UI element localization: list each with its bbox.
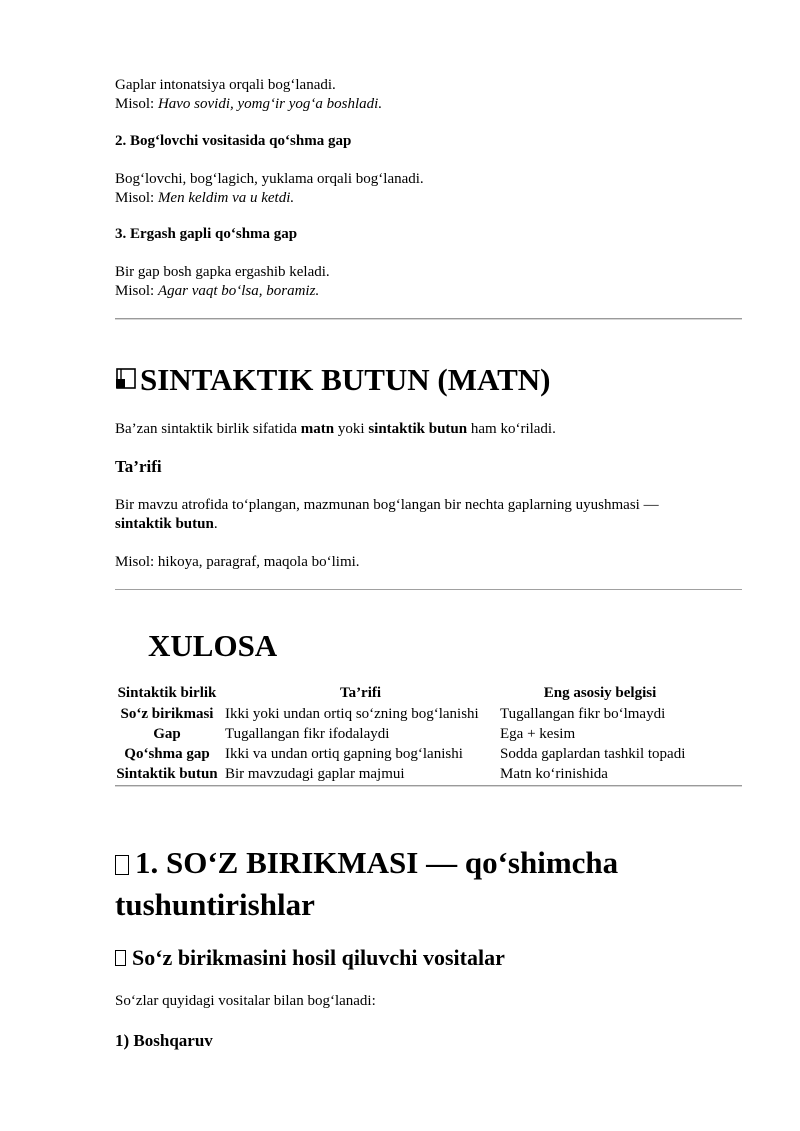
- subheading-text: So‘z birikmasini hosil qiluvchi vositalar: [132, 945, 505, 970]
- column-header: Ta’rifi: [339, 685, 382, 701]
- table-cell: Sodda gaplardan tashkil topadi: [500, 746, 686, 762]
- divider: [115, 318, 742, 320]
- example-line-3: [115, 282, 319, 301]
- summary-table: [111, 682, 702, 784]
- divider: [115, 589, 742, 590]
- text-run: ham ko‘riladi.: [467, 421, 556, 437]
- section-title-xulosa: XULOSA: [148, 628, 278, 663]
- section-title-soz-birikmasi: [115, 841, 618, 885]
- table-header-row: [111, 682, 702, 704]
- section-title-sintaktik: SINTAKTIK BUTUN (MATN): [140, 362, 551, 397]
- text-run: .: [213, 516, 218, 532]
- example-prefix: Misol:: [115, 190, 158, 206]
- paragraph-sintaktik-intro: [115, 420, 556, 439]
- subheading-vositalar: [115, 945, 505, 971]
- table-cell: Ikki va undan ortiq gapning bog‘lanishi: [225, 746, 463, 762]
- missing-glyph-icon: [115, 950, 126, 966]
- table-row: [111, 704, 702, 724]
- paragraph-intonation: Gaplar intonatsiya orqali bog‘lanadi.: [115, 77, 336, 93]
- table-cell: Gap: [153, 726, 181, 742]
- table-row: [111, 764, 702, 784]
- term-matn: matn: [300, 421, 335, 437]
- table-cell: Ikki yoki undan ortiq so‘zning bog‘lanishi: [225, 706, 479, 722]
- table-cell: Matn ko‘rinishida: [500, 766, 608, 782]
- text-run: yoki: [334, 421, 369, 437]
- text-run: Ba’zan sintaktik birlik sifatida: [115, 421, 301, 437]
- divider: [115, 785, 742, 787]
- paragraph-sintaktik-example: Misol: hikoya, paragraf, maqola bo‘limi.: [115, 554, 360, 570]
- book-icon: [115, 365, 141, 391]
- paragraph-vositalar: So‘zlar quyidagi vositalar bilan bog‘lanadi:: [115, 993, 376, 1009]
- paragraph-ergash: Bir gap bosh gapka ergashib keladi.: [115, 264, 330, 280]
- section-title-continued: tushuntirishlar: [115, 887, 315, 922]
- table-cell: Ega + kesim: [500, 726, 576, 742]
- definition-term: [115, 515, 218, 534]
- table-cell: Bir mavzudagi gaplar majmui: [225, 766, 405, 782]
- heading-tarifi: Ta’rifi: [115, 457, 162, 476]
- table-cell: Tugallangan fikr ifodalaydi: [225, 726, 390, 742]
- example-text: Havo sovidi, yomg‘ir yog‘a boshladi.: [157, 96, 383, 112]
- definition-line: Bir mavzu atrofida to‘plangan, mazmunan bog‘langan bir nechta gaplarning uyushmasi —: [115, 497, 659, 513]
- example-prefix: Misol:: [115, 283, 158, 299]
- example-text: Men keldim va u ketdi.: [157, 190, 295, 206]
- missing-glyph-icon: [115, 855, 129, 875]
- example-prefix: Misol:: [115, 96, 158, 112]
- term-sintaktik-butun: sintaktik butun: [368, 421, 468, 437]
- title-text: 1. SO‘Z BIRIKMASI — qo‘shimcha: [135, 845, 619, 880]
- example-line-2: [115, 189, 294, 208]
- heading-boglovchi: 2. Bog‘lovchi vositasida qo‘shma gap: [115, 133, 352, 149]
- table-cell: So‘z birikmasi: [120, 706, 214, 722]
- table-cell: Tugallangan fikr bo‘lmaydi: [500, 706, 666, 722]
- column-header: Eng asosiy belgisi: [543, 685, 657, 701]
- heading-ergash: 3. Ergash gapli qo‘shma gap: [115, 226, 298, 242]
- table-row: [111, 744, 702, 764]
- table-cell: Sintaktik butun: [116, 766, 218, 782]
- column-header: Sintaktik birlik: [117, 685, 217, 701]
- term-bold: sintaktik butun: [115, 516, 214, 532]
- example-text: Agar vaqt bo‘lsa, boramiz.: [157, 283, 320, 299]
- paragraph-boglovchi: Bog‘lovchi, bog‘lagich, yuklama orqali bog‘lanadi.: [115, 171, 424, 187]
- table-cell: Qo‘shma gap: [124, 746, 210, 762]
- table-row: [111, 724, 702, 744]
- list-item-boshqaruv: 1) Boshqaruv: [115, 1031, 213, 1050]
- example-line-1: [115, 95, 382, 114]
